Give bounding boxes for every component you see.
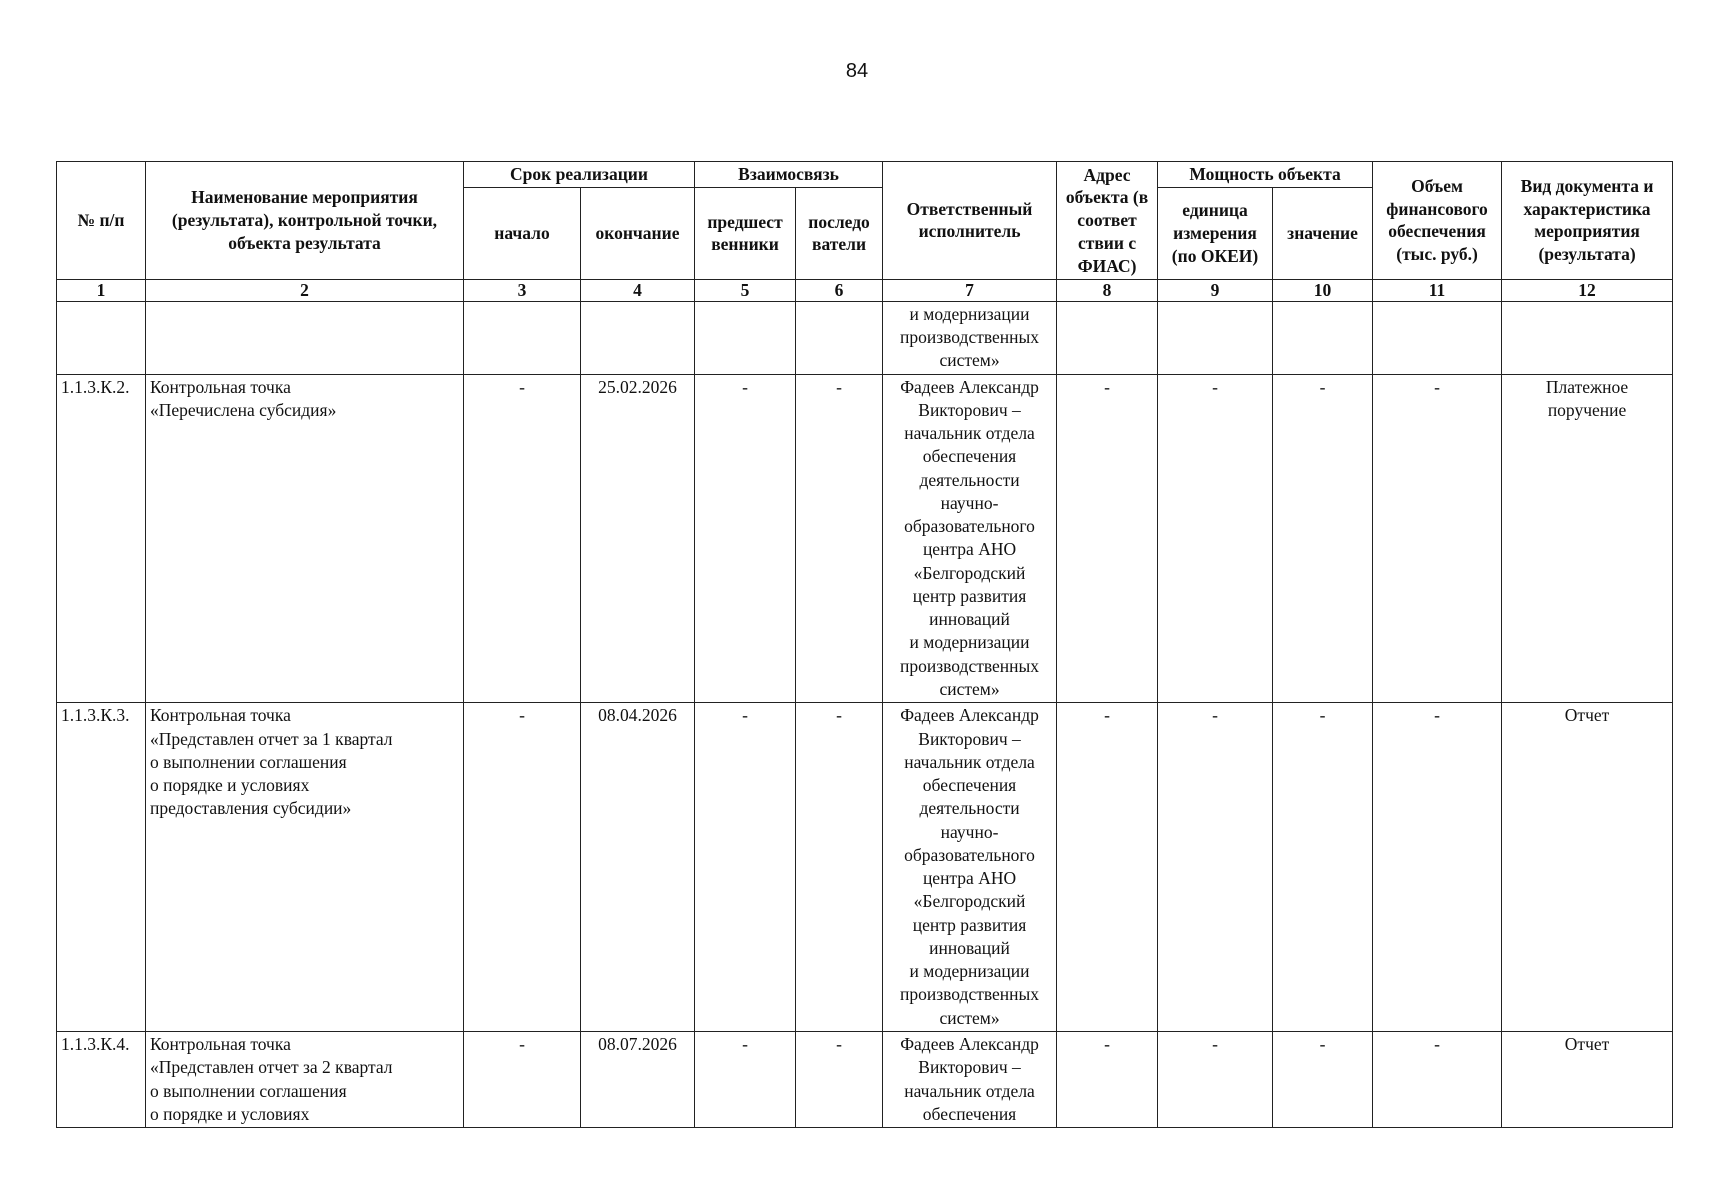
header-address: Адрес объекта (в соответ ствии с ФИАС) [1057, 162, 1158, 280]
header-unit: единица измерения (по ОКЕИ) [1158, 187, 1273, 279]
cell-unit: - [1158, 1031, 1273, 1127]
header-capacity: Мощность объекта [1158, 162, 1373, 188]
col-number: 8 [1057, 279, 1158, 301]
header-value: значение [1273, 187, 1373, 279]
cell-value [1273, 301, 1373, 374]
header-responsible: Ответственный исполнитель [883, 162, 1057, 280]
cell-start: - [464, 703, 581, 1032]
header-row-1 [57, 162, 1673, 188]
cell-address: - [1057, 1031, 1158, 1127]
header-term: Срок реализации [464, 162, 695, 188]
col-number: 5 [695, 279, 796, 301]
cell-end [581, 301, 695, 374]
cell-unit: - [1158, 703, 1273, 1032]
page-number: 84 [845, 60, 869, 82]
cell-finance: - [1373, 374, 1502, 703]
cell-address: - [1057, 374, 1158, 703]
cell-num [57, 301, 146, 374]
cell-start: - [464, 374, 581, 703]
header-num: № п/п [57, 162, 146, 280]
cell-succ: - [796, 1031, 883, 1127]
col-number: 2 [146, 279, 464, 301]
cell-num: 1.1.3.К.4. [57, 1031, 146, 1127]
column-numbers-row [57, 279, 1673, 301]
table-row [57, 703, 1673, 1032]
cell-name [146, 301, 464, 374]
col-number: 4 [581, 279, 695, 301]
col-number: 10 [1273, 279, 1373, 301]
col-number: 9 [1158, 279, 1273, 301]
cell-document: Отчет [1502, 703, 1673, 1032]
cell-finance [1373, 301, 1502, 374]
col-number: 6 [796, 279, 883, 301]
cell-document: Платежное поручение [1502, 374, 1673, 703]
cell-value: - [1273, 374, 1373, 703]
cell-succ [796, 301, 883, 374]
col-number: 11 [1373, 279, 1502, 301]
cell-num: 1.1.3.К.3. [57, 703, 146, 1032]
table-row [57, 374, 1673, 703]
cell-responsible: Фадеев Александр Викторович – начальник отдела обеспечения деятельности научно- образовательного центра АНО «Белгородский центр развития инноваций и модернизации производственных систем» [883, 374, 1057, 703]
cell-value: - [1273, 703, 1373, 1032]
cell-start: - [464, 1031, 581, 1127]
cell-responsible: и модернизации производственных систем» [883, 301, 1057, 374]
cell-pred [695, 301, 796, 374]
plan-table [56, 161, 1673, 1128]
cell-unit [1158, 301, 1273, 374]
cell-finance: - [1373, 1031, 1502, 1127]
cell-end: 25.02.2026 [581, 374, 695, 703]
cell-unit: - [1158, 374, 1273, 703]
cell-succ: - [796, 703, 883, 1032]
cell-document [1502, 301, 1673, 374]
cell-name: Контрольная точка «Представлен отчет за 1 квартал о выполнении соглашения о порядке и условиях предоставления субсидии» [146, 703, 464, 1032]
cell-name: Контрольная точка «Представлен отчет за 2 квартал о выполнении соглашения о порядке и условиях [146, 1031, 464, 1127]
header-document: Вид документа и характеристика мероприятия (результата) [1502, 162, 1673, 280]
col-number: 7 [883, 279, 1057, 301]
header-link: Взаимосвязь [695, 162, 883, 188]
col-number: 3 [464, 279, 581, 301]
table-row [57, 1031, 1673, 1127]
cell-value: - [1273, 1031, 1373, 1127]
cell-document: Отчет [1502, 1031, 1673, 1127]
cell-num: 1.1.3.К.2. [57, 374, 146, 703]
cell-responsible: Фадеев Александр Викторович – начальник отдела обеспечения [883, 1031, 1057, 1127]
header-finance: Объем финансового обеспечения (тыс. руб.) [1373, 162, 1502, 280]
col-number: 12 [1502, 279, 1673, 301]
header-predecessors: предшест венники [695, 187, 796, 279]
header-name: Наименование мероприятия (результата), контрольной точки, объекта результата [146, 162, 464, 280]
cell-succ: - [796, 374, 883, 703]
table-row [57, 301, 1673, 374]
col-number: 1 [57, 279, 146, 301]
cell-address: - [1057, 703, 1158, 1032]
cell-end: 08.07.2026 [581, 1031, 695, 1127]
header-successors: последо ватели [796, 187, 883, 279]
cell-start [464, 301, 581, 374]
cell-address [1057, 301, 1158, 374]
cell-end: 08.04.2026 [581, 703, 695, 1032]
cell-name: Контрольная точка «Перечислена субсидия» [146, 374, 464, 703]
cell-pred: - [695, 1031, 796, 1127]
cell-responsible: Фадеев Александр Викторович – начальник отдела обеспечения деятельности научно- образовательного центра АНО «Белгородский центр развития инноваций и модернизации производственных систем» [883, 703, 1057, 1032]
cell-pred: - [695, 374, 796, 703]
header-start: начало [464, 187, 581, 279]
cell-finance: - [1373, 703, 1502, 1032]
header-end: окончание [581, 187, 695, 279]
cell-pred: - [695, 703, 796, 1032]
